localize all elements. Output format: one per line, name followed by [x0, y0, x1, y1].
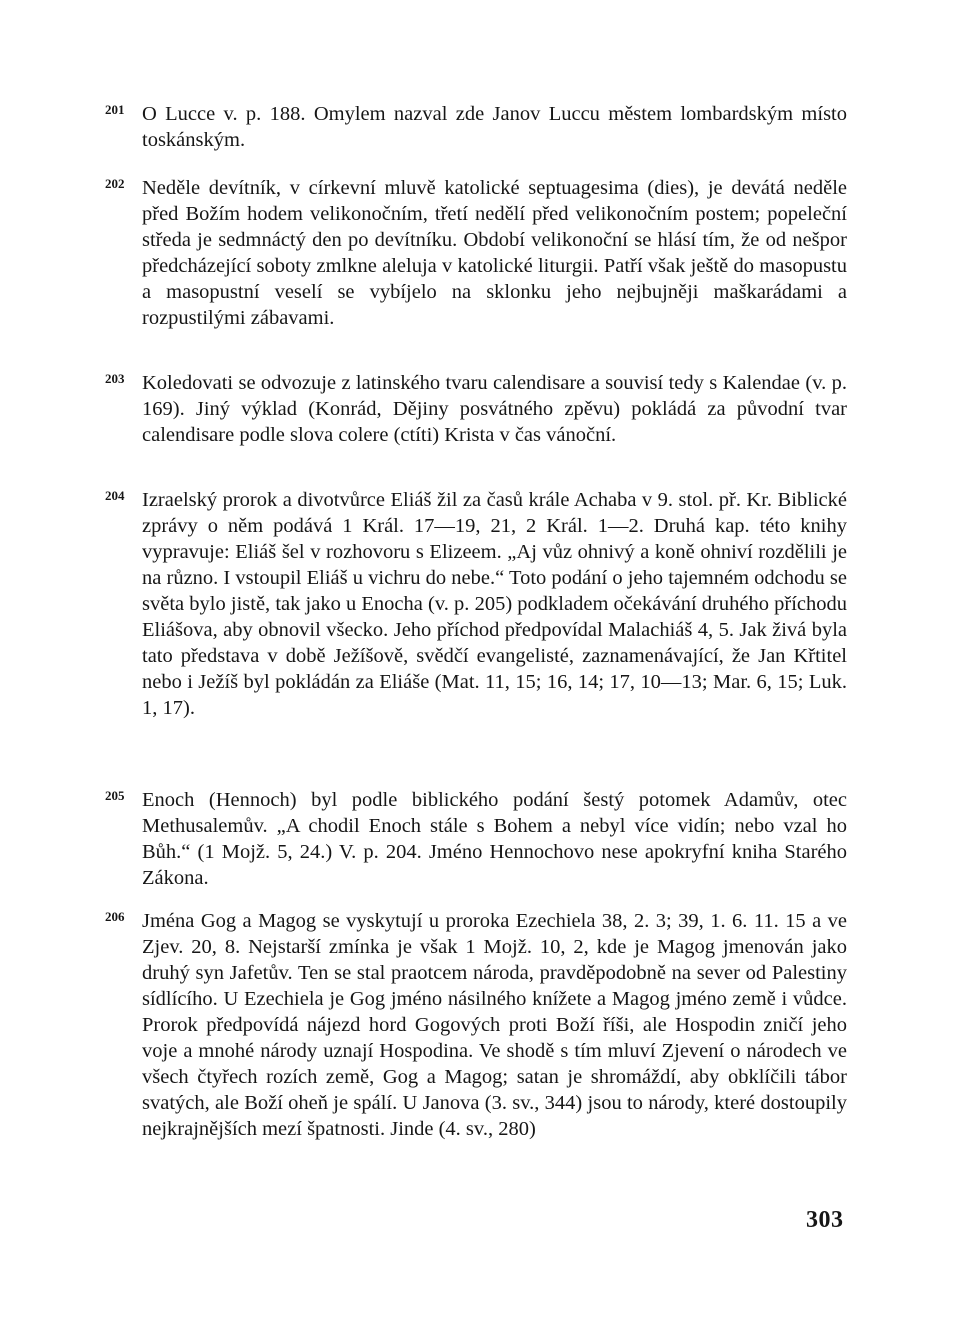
footnote-number: 204 [105, 488, 125, 503]
footnote-number: 205 [105, 788, 125, 803]
footnote-204 [105, 487, 847, 721]
footnote-number: 206 [105, 909, 125, 924]
footnote-text: Neděle devítník, v církevní mluvě katolické septuagesima (dies), je devátá neděle před Božím hodem velikonočním, třetí nedělí před velikonočním postem; popeleční středa je sedmnáctý den po devítníku. Období velikonoční se hlásí tím, že od nešpor předcházející soboty zmlkne aleluja v katolické liturgii. Patří však ještě do masopustu a masopustní veselí se vybíjelo na sklonku jeho nejbujněji maškarádami a rozpustilými zábavami. [142, 177, 847, 329]
page-number: 303 [806, 1207, 844, 1233]
footnote-number: 201 [105, 102, 125, 117]
footnote-text: Koledovati se odvozuje z latinského tvaru calendisare a souvisí tedy s Kalendae (v. p. 169). Jiný výklad (Konrád, Dějiny posvátného zpěvu) pokládá za původní tvar calendisare podle slova colere (ctíti) Krista v čas vánoční. [142, 372, 847, 446]
footnote-text: O Lucce v. p. 188. Omylem nazval zde Janov Luccu městem lombardským místo toskánským. [142, 103, 847, 151]
footnote-text: Jména Gog a Magog se vyskytují u proroka Ezechiela 38, 2. 3; 39, 1. 6. 11. 15 a ve Zjev. 20, 8. Nejstarší zmínka je však 1 Mojž. 10, 2, kde je Magog jmenován jako druhý syn Jafetův. Ten se stal praotcem národa, pravděpodobně na sever od Palestiny sídlícího. U Ezechiela je Gog jméno násilného knížete a Magog jméno země i vůdce. Prorok předpovídá nájezd hord Gogových proti Boží říši, ale Hospodin zničí jeho voje a mnohé národy uznají Hospodina. Ve shodě s tím mluví Zjevení o národech ve všech čtyřech rozích země, Gog a Magog; satan je shromáždí, aby obklíčili tábor svatých, ale Boží oheň je spálí. U Janova (3. sv., 344) jsou to národy, které dostoupily nejkrajnějších mezí špatnosti. Jinde (4. sv., 280) [142, 910, 847, 1140]
footnote-206 [105, 908, 847, 1142]
footnote-201 [105, 101, 847, 153]
footnote-205 [105, 787, 847, 891]
footnote-203 [105, 370, 847, 448]
footnote-number: 203 [105, 371, 125, 386]
footnote-text: Enoch (Hennoch) byl podle biblického podání šestý potomek Adamův, otec Methusalemův. „A chodil Enoch stále s Bohem a nebyl více vidín; nebo vzal ho Bůh.“ (1 Mojž. 5, 24.) V. p. 204. Jméno Hennochovo nese apokryfní kniha Starého Zákona. [142, 789, 847, 889]
footnote-202 [105, 175, 847, 331]
footnote-text: Izraelský prorok a divotvůrce Eliáš žil za časů krále Achaba v 9. stol. př. Kr. Biblické zprávy o něm podává 1 Král. 17—19, 21, 2 Král. 1—2. Druhá kap. této knihy vypravuje: Eliáš šel v rozhovoru s Elizeem. „Aj vůz ohnivý a koně ohniví rozdělili je na různo. I vstoupil Eliáš u vichru do nebe.“ Toto podání o jeho tajemném odchodu se světa bylo jistě, tak jako u Enocha (v. p. 205) podkladem očekávání druhého příchodu Eliášova, aby obnovil všecko. Jeho příchod předpovídal Malachiáš 4, 5. Jak živá byla tato představa v době Ježíšově, svědčí evangelisté, zaznamenávající, že Jan Křtitel nebo i Ježíš byl pokládán za Eliáše (Mat. 11, 15; 16, 14; 17, 10—13; Mar. 6, 15; Luk. 1, 17). [142, 489, 847, 719]
footnote-number: 202 [105, 176, 125, 191]
